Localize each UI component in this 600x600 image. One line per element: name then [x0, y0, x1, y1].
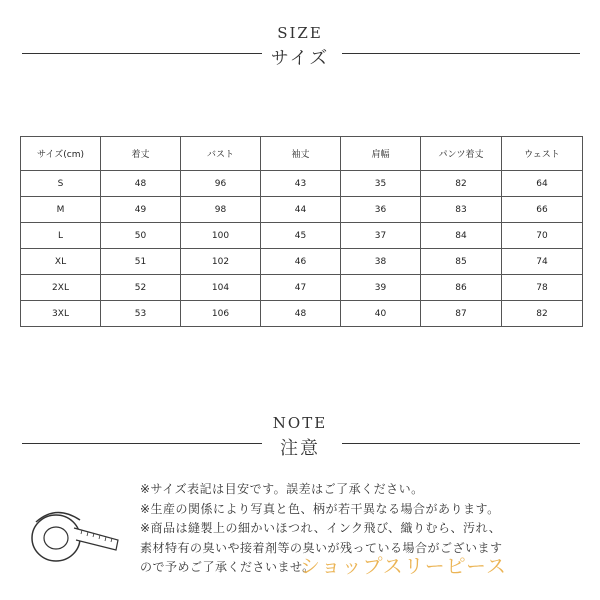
note-line: ※サイズ表記は目安です。誤差はご了承ください。 — [140, 482, 424, 496]
table-cell: 104 — [181, 275, 261, 301]
table-cell: 48 — [101, 171, 181, 197]
table-cell: 37 — [341, 223, 421, 249]
table-cell: 64 — [502, 171, 583, 197]
table-cell: 36 — [341, 197, 421, 223]
table-cell: 98 — [181, 197, 261, 223]
size-title-en: SIZE — [277, 24, 323, 42]
note-line: ※生産の関係により写真と色、柄が若干異なる場合があります。 — [140, 501, 500, 516]
size-table-header-row — [21, 137, 583, 171]
note-title-ja: 注意 — [280, 438, 320, 459]
header-pants-length: パンツ着丈 — [421, 137, 502, 171]
header-sleeve: 袖丈 — [261, 137, 341, 171]
table-cell: 47 — [261, 275, 341, 301]
header-bust: バスト — [181, 137, 261, 171]
table-cell: 50 — [101, 223, 181, 249]
table-cell: 82 — [421, 171, 502, 197]
table-cell: 51 — [101, 249, 181, 275]
table-row — [21, 275, 583, 301]
table-cell: 53 — [101, 301, 181, 327]
table-cell: 44 — [261, 197, 341, 223]
table-cell: 74 — [502, 249, 583, 275]
note-title-en: NOTE — [272, 414, 328, 432]
table-cell: 87 — [421, 301, 502, 327]
size-title-ja: サイズ — [270, 48, 330, 69]
header-length: 着丈 — [101, 137, 181, 171]
table-cell: 39 — [341, 275, 421, 301]
table-cell: 52 — [101, 275, 181, 301]
table-cell: 66 — [502, 197, 583, 223]
table-cell: 96 — [181, 171, 261, 197]
note-header — [0, 414, 600, 464]
measuring-tape-icon — [22, 500, 122, 565]
table-cell: 3XL — [21, 301, 101, 327]
table-cell: 49 — [101, 197, 181, 223]
table-cell: M — [21, 197, 101, 223]
table-row — [21, 223, 583, 249]
note-line: ので予めご了承くださいませ。 — [140, 560, 315, 574]
table-cell: S — [21, 171, 101, 197]
note-line: ※商品は縫製上の細かいほつれ、インク飛び、織りむら、汚れ、 — [140, 521, 502, 535]
table-row — [21, 249, 583, 275]
table-cell: 106 — [181, 301, 261, 327]
note-line: 素材特有の臭いや接着剤等の臭いが残っている場合がございます — [140, 540, 503, 555]
table-row — [21, 171, 583, 197]
table-cell: 35 — [341, 171, 421, 197]
table-cell: XL — [21, 249, 101, 275]
table-cell: 46 — [261, 249, 341, 275]
table-cell: 48 — [261, 301, 341, 327]
table-cell: 84 — [421, 223, 502, 249]
table-cell: 70 — [502, 223, 583, 249]
table-cell: 83 — [421, 197, 502, 223]
table-row — [21, 301, 583, 327]
table-cell: 82 — [502, 301, 583, 327]
size-table — [20, 136, 583, 327]
table-cell: 43 — [261, 171, 341, 197]
table-cell: 40 — [341, 301, 421, 327]
header-waist: ウェスト — [502, 137, 583, 171]
table-cell: 102 — [181, 249, 261, 275]
table-cell: 38 — [341, 249, 421, 275]
table-cell: 85 — [421, 249, 502, 275]
shop-watermark: ショップスリーピース — [300, 554, 507, 578]
table-cell: L — [21, 223, 101, 249]
table-cell: 2XL — [21, 275, 101, 301]
header-shoulder: 肩幅 — [341, 137, 421, 171]
table-row — [21, 197, 583, 223]
size-header — [0, 24, 600, 74]
table-cell: 100 — [181, 223, 261, 249]
table-cell: 86 — [421, 275, 502, 301]
table-cell: 45 — [261, 223, 341, 249]
header-size: サイズ(cm) — [21, 137, 101, 171]
table-cell: 78 — [502, 275, 583, 301]
